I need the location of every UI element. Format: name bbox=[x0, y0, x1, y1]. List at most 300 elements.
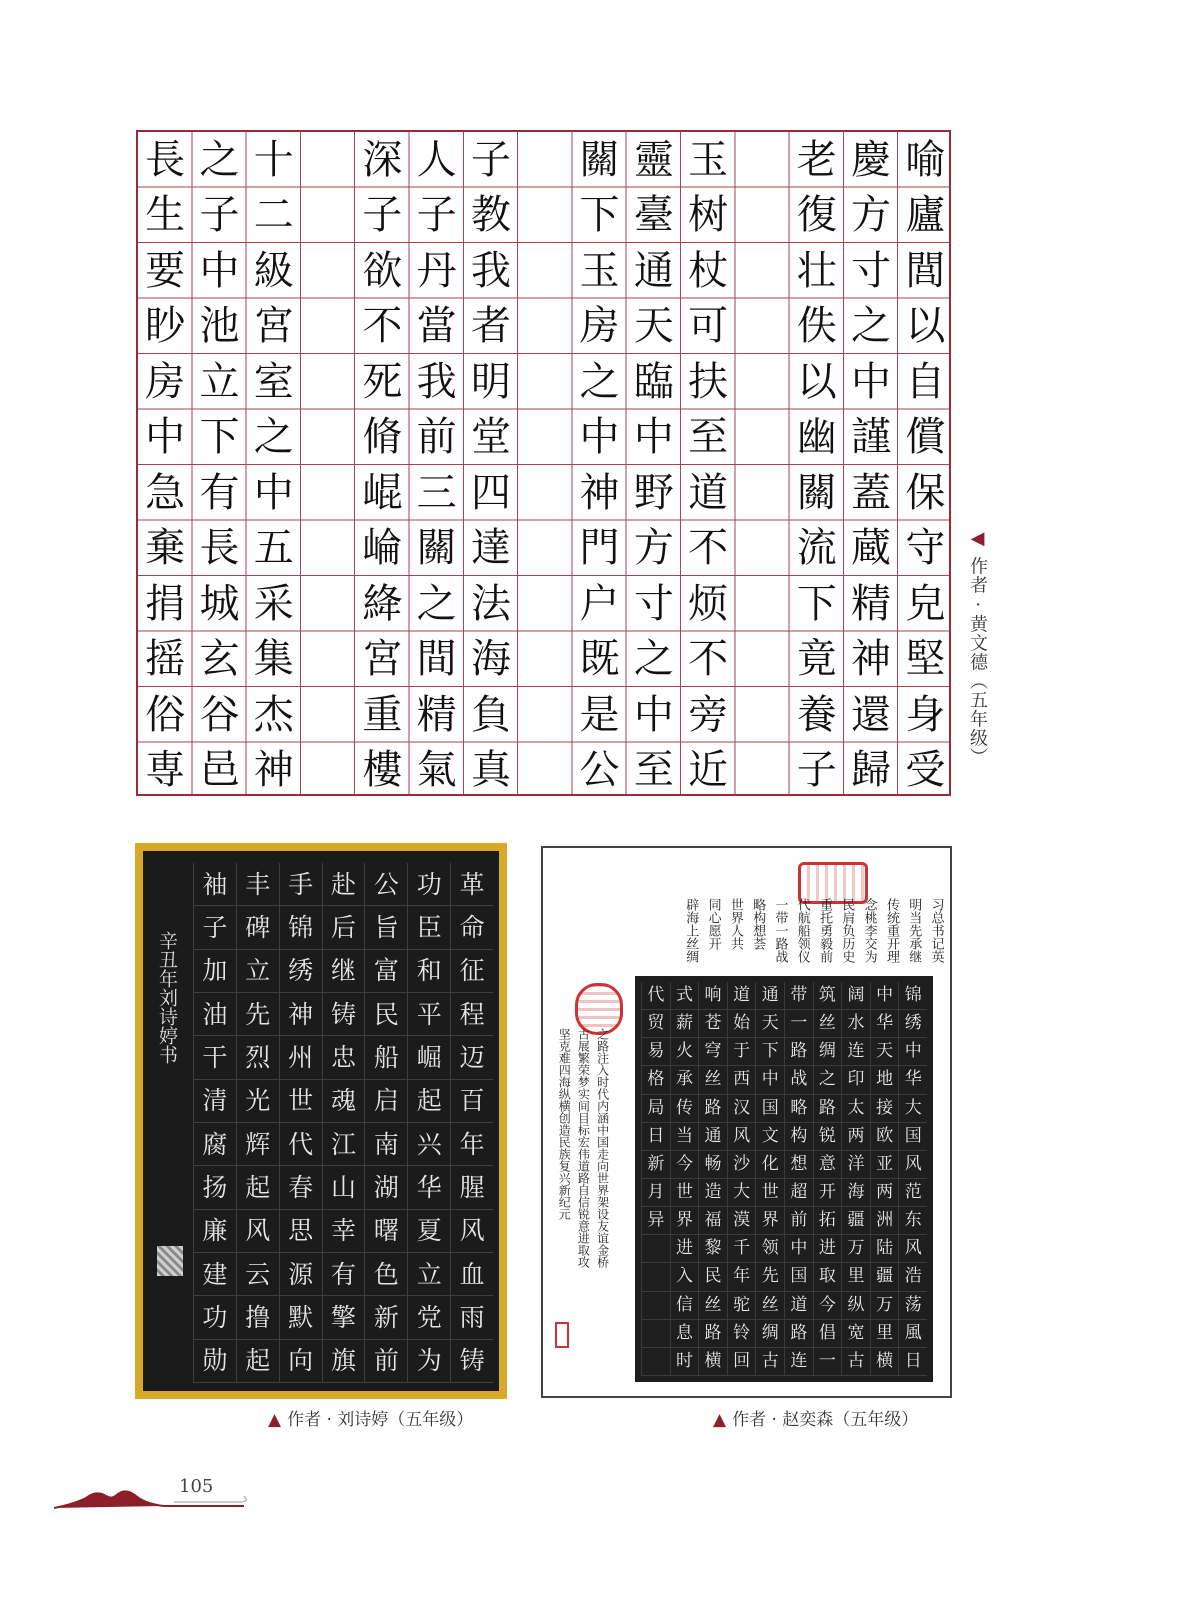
grid-character: 万 bbox=[842, 1235, 870, 1263]
grid-character: 风 bbox=[237, 1210, 279, 1253]
grid-character: 干 bbox=[194, 1036, 236, 1079]
grid-character: 撸 bbox=[237, 1296, 279, 1339]
grid-character: 界 bbox=[671, 1207, 699, 1235]
grid-character: 前 bbox=[416, 414, 457, 461]
grid-character: 倡 bbox=[814, 1320, 842, 1348]
grid-character: 下 bbox=[796, 580, 837, 627]
grid-character: 風 bbox=[899, 1320, 927, 1348]
grid-character: 横 bbox=[699, 1348, 727, 1376]
grid-character: 油 bbox=[194, 993, 236, 1036]
grid-column bbox=[364, 863, 407, 1383]
grid-character: 路 bbox=[785, 1320, 813, 1348]
grid-character: 局 bbox=[642, 1095, 670, 1123]
grid-character: 立 bbox=[199, 358, 240, 405]
grid-character: 清 bbox=[194, 1080, 236, 1123]
grid-character: 意 bbox=[814, 1151, 842, 1179]
grid-character: 子 bbox=[362, 192, 403, 239]
grid-column bbox=[844, 132, 898, 798]
grid-character: 超 bbox=[785, 1179, 813, 1207]
grid-character: 铸 bbox=[451, 1340, 493, 1383]
grid-character: 黎 bbox=[699, 1235, 727, 1263]
grid-character: 玉 bbox=[688, 136, 729, 183]
grid-character bbox=[518, 132, 572, 188]
grid-character: 色 bbox=[365, 1253, 407, 1296]
text-column: 坚克难四海纵横创造民族复兴新纪元 bbox=[557, 1028, 572, 1220]
grid-character: 丝 bbox=[814, 1010, 842, 1038]
left-piece-caption: ▲ 作者 · 刘诗婷（五年级） bbox=[268, 1410, 474, 1430]
caption-arrow-icon: ▲ bbox=[268, 1410, 282, 1430]
grid-character: 棄 bbox=[145, 525, 186, 572]
grid-character: 碑 bbox=[237, 906, 279, 949]
grid-character: 脩 bbox=[362, 414, 403, 461]
grid-character: 天 bbox=[633, 303, 674, 350]
grid-character: 老 bbox=[796, 136, 837, 183]
grid-column bbox=[192, 132, 246, 798]
grid-character: 思 bbox=[280, 1210, 322, 1253]
grid-character: 时 bbox=[671, 1348, 699, 1376]
grid-character: 风 bbox=[899, 1235, 927, 1263]
grid-character: 谷 bbox=[199, 691, 240, 738]
grid-column bbox=[279, 863, 322, 1383]
grid-character: 雨 bbox=[451, 1296, 493, 1339]
text-column: 同心愿开 bbox=[705, 898, 721, 950]
grid-character: 绣 bbox=[899, 1010, 927, 1038]
grid-character: 崐 bbox=[362, 469, 403, 516]
grid-character: 火 bbox=[671, 1038, 699, 1066]
grid-character: 绸 bbox=[756, 1320, 784, 1348]
grid-character: 大 bbox=[899, 1095, 927, 1123]
right-piece-board bbox=[635, 976, 933, 1382]
grid-character bbox=[735, 243, 789, 299]
grid-character: 今 bbox=[671, 1151, 699, 1179]
grid-character: 精 bbox=[851, 580, 892, 627]
grid-character: 要 bbox=[145, 247, 186, 294]
grid-character: 代 bbox=[642, 982, 670, 1010]
grid-character: 二 bbox=[253, 192, 294, 239]
grid-character: 中 bbox=[633, 691, 674, 738]
text-column: 古展繁荣梦实间目标宏伟道路自信锐意进取攻 bbox=[576, 1028, 591, 1268]
grid-character: 至 bbox=[688, 414, 729, 461]
grid-character: 入 bbox=[671, 1263, 699, 1291]
grid-character: 界 bbox=[756, 1207, 784, 1235]
grid-character: 带 bbox=[785, 982, 813, 1010]
grid-column bbox=[784, 982, 813, 1376]
grid-character: 臨 bbox=[633, 358, 674, 405]
grid-column bbox=[813, 982, 842, 1376]
grid-character: 集 bbox=[253, 636, 294, 683]
grid-character: 拓 bbox=[814, 1207, 842, 1235]
grid-character bbox=[735, 465, 789, 521]
grid-character: 者 bbox=[470, 303, 511, 350]
grid-character: 功 bbox=[194, 1296, 236, 1339]
grid-character: 蔵 bbox=[851, 525, 892, 572]
grid-character: 辉 bbox=[237, 1123, 279, 1166]
grid-column bbox=[193, 863, 236, 1383]
grid-character: 丝 bbox=[699, 1066, 727, 1094]
grid-character bbox=[735, 410, 789, 466]
grid-character: 源 bbox=[280, 1253, 322, 1296]
grid-character: 贸 bbox=[642, 1010, 670, 1038]
grid-character: 宮 bbox=[253, 303, 294, 350]
grid-character: 路 bbox=[699, 1095, 727, 1123]
grid-character: 喻 bbox=[905, 136, 946, 183]
grid-character: 關 bbox=[579, 136, 620, 183]
grid-character: 可 bbox=[688, 303, 729, 350]
grid-character: 當 bbox=[416, 303, 457, 350]
grid-character: 方 bbox=[633, 525, 674, 572]
grid-character: 始 bbox=[728, 1010, 756, 1038]
grid-character: 中 bbox=[851, 358, 892, 405]
grid-character: 西 bbox=[728, 1066, 756, 1094]
grid-character: 還 bbox=[851, 691, 892, 738]
grid-character: 宽 bbox=[842, 1320, 870, 1348]
grid-character bbox=[735, 354, 789, 410]
grid-character bbox=[518, 576, 572, 632]
grid-character: 真 bbox=[470, 747, 511, 794]
grid-column bbox=[410, 132, 464, 798]
grid-character: 战 bbox=[785, 1066, 813, 1094]
grid-character: 先 bbox=[756, 1263, 784, 1291]
grid-character: 扶 bbox=[688, 358, 729, 405]
grid-character: 池 bbox=[199, 303, 240, 350]
grid-character: 于 bbox=[728, 1038, 756, 1066]
grid-character: 光 bbox=[237, 1080, 279, 1123]
grid-character: 格 bbox=[642, 1066, 670, 1094]
grid-column bbox=[627, 132, 681, 798]
grid-character bbox=[518, 299, 572, 355]
grid-character: 船 bbox=[365, 1036, 407, 1079]
grid-character: 风 bbox=[899, 1151, 927, 1179]
grid-character: 子 bbox=[199, 192, 240, 239]
grid-column bbox=[236, 863, 279, 1383]
caption-arrow-icon: ◀ bbox=[967, 528, 988, 550]
grid-character: 杰 bbox=[253, 691, 294, 738]
grid-character: 長 bbox=[145, 136, 186, 183]
grid-character bbox=[301, 354, 355, 410]
grid-character: 构 bbox=[785, 1123, 813, 1151]
grid-character: 専 bbox=[145, 747, 186, 794]
grid-character: 子 bbox=[470, 136, 511, 183]
grid-character: 是 bbox=[579, 691, 620, 738]
grid-column bbox=[641, 982, 670, 1376]
grid-character: 重 bbox=[362, 691, 403, 738]
grid-character: 开 bbox=[814, 1179, 842, 1207]
grid-character: 先 bbox=[237, 993, 279, 1036]
grid-character: 魂 bbox=[323, 1080, 365, 1123]
grid-character: 信 bbox=[671, 1292, 699, 1320]
grid-character: 手 bbox=[280, 863, 322, 906]
grid-character: 至 bbox=[633, 747, 674, 794]
grid-character: 有 bbox=[199, 469, 240, 516]
grid-character: 法 bbox=[470, 580, 511, 627]
grid-character: 關 bbox=[416, 525, 457, 572]
grid-character: 文 bbox=[756, 1123, 784, 1151]
grid-character bbox=[301, 132, 355, 188]
grid-character: 長 bbox=[199, 525, 240, 572]
grid-character bbox=[735, 188, 789, 244]
grid-character: 皃 bbox=[905, 580, 946, 627]
grid-character: 忠 bbox=[323, 1036, 365, 1079]
grid-character: 崛 bbox=[408, 1036, 450, 1079]
grid-character bbox=[518, 243, 572, 299]
grid-character: 年 bbox=[728, 1263, 756, 1291]
grid-character: 旁 bbox=[688, 691, 729, 738]
grid-character: 和 bbox=[408, 950, 450, 993]
right-piece-left-text bbox=[557, 1028, 609, 1328]
grid-character: 革 bbox=[451, 863, 493, 906]
grid-character: 死 bbox=[362, 358, 403, 405]
grid-column bbox=[898, 982, 927, 1376]
grid-character: 身 bbox=[905, 691, 946, 738]
grid-character: 异 bbox=[642, 1207, 670, 1235]
grid-character: 风 bbox=[728, 1123, 756, 1151]
grid-character: 一 bbox=[814, 1348, 842, 1376]
grid-character: 償 bbox=[905, 414, 946, 461]
grid-character bbox=[301, 465, 355, 521]
grid-column bbox=[247, 132, 301, 798]
grid-character: 绸 bbox=[814, 1038, 842, 1066]
grid-character: 城 bbox=[199, 580, 240, 627]
right-piece-top-text bbox=[683, 898, 943, 970]
grid-character: 杖 bbox=[688, 247, 729, 294]
grid-character: 方 bbox=[851, 192, 892, 239]
grid-character bbox=[301, 687, 355, 743]
grid-column bbox=[735, 132, 789, 798]
text-column: 辟海上丝绸 bbox=[683, 898, 699, 963]
grid-character: 下 bbox=[199, 414, 240, 461]
grid-character: 世 bbox=[280, 1080, 322, 1123]
grid-column bbox=[138, 132, 192, 798]
grid-character: 铸 bbox=[323, 993, 365, 1036]
grid-character bbox=[301, 576, 355, 632]
grid-character: 当 bbox=[671, 1123, 699, 1151]
seal-stamp bbox=[157, 1246, 183, 1276]
grid-character: 生 bbox=[145, 192, 186, 239]
grid-character: 五 bbox=[253, 525, 294, 572]
grid-character: 立 bbox=[237, 950, 279, 993]
text-column: 重托勇毅前 bbox=[817, 898, 833, 963]
grid-character: 息 bbox=[671, 1320, 699, 1348]
grid-character: 中 bbox=[579, 414, 620, 461]
grid-character: 自 bbox=[905, 358, 946, 405]
grid-character: 崘 bbox=[362, 525, 403, 572]
grid-character bbox=[518, 188, 572, 244]
grid-character: 前 bbox=[785, 1207, 813, 1235]
grid-character: 征 bbox=[451, 950, 493, 993]
grid-character bbox=[301, 632, 355, 688]
grid-character bbox=[735, 132, 789, 188]
grid-character: 之 bbox=[633, 636, 674, 683]
grid-character: 锦 bbox=[899, 982, 927, 1010]
grid-character: 復 bbox=[796, 192, 837, 239]
grid-character: 中 bbox=[899, 1038, 927, 1066]
grid-character: 幸 bbox=[323, 1210, 365, 1253]
grid-character: 以 bbox=[905, 303, 946, 350]
grid-character: 东 bbox=[899, 1207, 927, 1235]
grid-column bbox=[898, 132, 952, 798]
grid-character: 房 bbox=[579, 303, 620, 350]
grid-character: 血 bbox=[451, 1253, 493, 1296]
grid-character: 领 bbox=[756, 1235, 784, 1263]
grid-character: 回 bbox=[728, 1348, 756, 1376]
grid-character: 大 bbox=[728, 1179, 756, 1207]
grid-character bbox=[642, 1235, 670, 1263]
grid-character: 进 bbox=[671, 1235, 699, 1263]
grid-character: 民 bbox=[365, 993, 407, 1036]
grid-character: 腥 bbox=[451, 1166, 493, 1209]
grid-character: 寸 bbox=[633, 580, 674, 627]
grid-character: 近 bbox=[688, 747, 729, 794]
grid-character: 穹 bbox=[699, 1038, 727, 1066]
grid-character: 党 bbox=[408, 1296, 450, 1339]
grid-character: 人 bbox=[416, 136, 457, 183]
grid-character: 天 bbox=[871, 1038, 899, 1066]
grid-column bbox=[790, 132, 844, 798]
grid-character: 守 bbox=[905, 525, 946, 572]
grid-character bbox=[642, 1320, 670, 1348]
grid-character: 之 bbox=[851, 303, 892, 350]
grid-character: 华 bbox=[899, 1066, 927, 1094]
grid-character: 绣 bbox=[280, 950, 322, 993]
grid-character bbox=[518, 743, 572, 799]
grid-character: 年 bbox=[451, 1123, 493, 1166]
grid-character: 我 bbox=[416, 358, 457, 405]
grid-character: 新 bbox=[365, 1296, 407, 1339]
grid-character: 华 bbox=[408, 1166, 450, 1209]
grid-character: 之 bbox=[814, 1066, 842, 1094]
grid-character: 响 bbox=[699, 982, 727, 1010]
grid-column bbox=[407, 863, 450, 1383]
grid-character: 想 bbox=[785, 1151, 813, 1179]
grid-character: 有 bbox=[323, 1253, 365, 1296]
text-column: 代航船领仪 bbox=[794, 898, 810, 963]
grid-character: 曙 bbox=[365, 1210, 407, 1253]
grid-character: 略 bbox=[785, 1095, 813, 1123]
grid-character: 廉 bbox=[194, 1210, 236, 1253]
grid-character: 不 bbox=[688, 525, 729, 572]
left-piece-board bbox=[143, 851, 499, 1391]
grid-character: 南 bbox=[365, 1123, 407, 1166]
grid-character: 万 bbox=[871, 1292, 899, 1320]
grid-character: 地 bbox=[871, 1066, 899, 1094]
grid-character: 畅 bbox=[699, 1151, 727, 1179]
grid-character: 兴 bbox=[408, 1123, 450, 1166]
grid-character: 路 bbox=[699, 1320, 727, 1348]
grid-character: 通 bbox=[756, 982, 784, 1010]
grid-character: 丹 bbox=[416, 247, 457, 294]
text-column: 略构想荟 bbox=[750, 898, 766, 950]
grid-character: 壮 bbox=[796, 247, 837, 294]
grid-column bbox=[322, 863, 365, 1383]
grid-character: 臣 bbox=[408, 906, 450, 949]
grid-character: 子 bbox=[416, 192, 457, 239]
grid-character: 沙 bbox=[728, 1151, 756, 1179]
grid-character: 慶 bbox=[851, 136, 892, 183]
grid-character: 氣 bbox=[416, 747, 457, 794]
grid-character: 漠 bbox=[728, 1207, 756, 1235]
grid-character: 印 bbox=[842, 1066, 870, 1094]
left-calligraphy-piece bbox=[135, 843, 507, 1399]
grid-character bbox=[301, 743, 355, 799]
grid-character: 丝 bbox=[699, 1292, 727, 1320]
grid-character: 神 bbox=[579, 469, 620, 516]
grid-character: 臺 bbox=[633, 192, 674, 239]
grid-character: 受 bbox=[905, 747, 946, 794]
grid-character bbox=[518, 632, 572, 688]
grid-character: 采 bbox=[253, 580, 294, 627]
grid-character: 风 bbox=[451, 1210, 493, 1253]
grid-character: 一 bbox=[785, 1010, 813, 1038]
grid-character: 启 bbox=[365, 1080, 407, 1123]
grid-character: 驼 bbox=[728, 1292, 756, 1320]
grid-character: 建 bbox=[194, 1253, 236, 1296]
grid-character: 代 bbox=[280, 1123, 322, 1166]
grid-character bbox=[735, 299, 789, 355]
grid-character: 世 bbox=[756, 1179, 784, 1207]
grid-character bbox=[642, 1263, 670, 1291]
grid-character: 汉 bbox=[728, 1095, 756, 1123]
grid-character: 苍 bbox=[699, 1010, 727, 1038]
grid-character bbox=[301, 521, 355, 577]
grid-character: 今 bbox=[814, 1292, 842, 1320]
grid-character: 摇 bbox=[145, 636, 186, 683]
grid-character: 功 bbox=[408, 863, 450, 906]
grid-character bbox=[735, 521, 789, 577]
grid-character: 神 bbox=[851, 636, 892, 683]
grid-character: 春 bbox=[280, 1166, 322, 1209]
grid-character: 絳 bbox=[362, 580, 403, 627]
grid-character: 扬 bbox=[194, 1166, 236, 1209]
grid-character: 之 bbox=[253, 414, 294, 461]
grid-character: 水 bbox=[842, 1010, 870, 1038]
grid-character: 通 bbox=[633, 247, 674, 294]
grid-character bbox=[301, 299, 355, 355]
grid-character: 里 bbox=[842, 1263, 870, 1291]
grid-character: 道 bbox=[688, 469, 729, 516]
grid-column bbox=[301, 132, 355, 798]
grid-character: 四 bbox=[470, 469, 511, 516]
grid-column bbox=[755, 982, 784, 1376]
grid-character bbox=[301, 410, 355, 466]
grid-character: 国 bbox=[899, 1123, 927, 1151]
grid-character: 薪 bbox=[671, 1010, 699, 1038]
grid-character: 程 bbox=[451, 993, 493, 1036]
grid-character: 前 bbox=[365, 1340, 407, 1383]
grid-character: 玉 bbox=[579, 247, 620, 294]
grid-character: 下 bbox=[579, 192, 620, 239]
grid-character: 道 bbox=[728, 982, 756, 1010]
left-piece-signature: 辛丑年刘诗婷书 bbox=[156, 931, 178, 1064]
grid-character: 中 bbox=[633, 414, 674, 461]
grid-character: 保 bbox=[905, 469, 946, 516]
grid-character: 關 bbox=[796, 469, 837, 516]
grid-character: 易 bbox=[642, 1038, 670, 1066]
grid-character: 級 bbox=[253, 247, 294, 294]
grid-character: 廬 bbox=[905, 192, 946, 239]
grid-character: 烦 bbox=[688, 580, 729, 627]
grid-character: 負 bbox=[470, 691, 511, 738]
grid-character: 道 bbox=[785, 1292, 813, 1320]
grid-character: 十 bbox=[253, 136, 294, 183]
grid-character: 之 bbox=[199, 136, 240, 183]
grid-character: 中 bbox=[871, 982, 899, 1010]
grid-character bbox=[518, 687, 572, 743]
grid-character: 玄 bbox=[199, 636, 240, 683]
grid-character: 富 bbox=[365, 950, 407, 993]
grid-character: 夏 bbox=[408, 1210, 450, 1253]
grid-character: 路 bbox=[785, 1038, 813, 1066]
grid-character: 华 bbox=[871, 1010, 899, 1038]
